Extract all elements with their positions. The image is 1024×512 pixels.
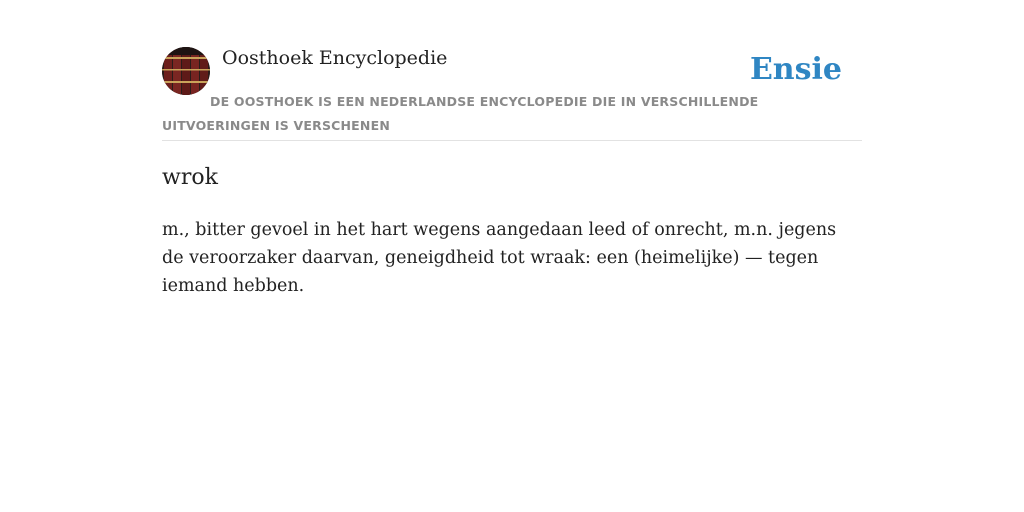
site-header	[162, 46, 862, 141]
encyclopedia-books-avatar-icon[interactable]	[162, 47, 210, 95]
site-tagline: DE OOSTHOEK IS EEN NEDERLANDSE ENCYCLOPEDIE DIE IN VERSCHILLENDE UITVOERINGEN IS VERSCHENEN	[162, 94, 759, 133]
entry-title: wrok	[162, 165, 218, 190]
ensie-logo-link[interactable]: Ensie	[749, 52, 842, 87]
entry-definition: m., bitter gevoel in het hart wegens aangedaan leed of onrecht, m.n. jegens de veroorzaker daarvan, geneigdheid tot wraak: een (heimelijke) — tegen iemand hebben.	[162, 220, 837, 296]
site-title[interactable]: Oosthoek Encyclopedie	[222, 47, 448, 69]
